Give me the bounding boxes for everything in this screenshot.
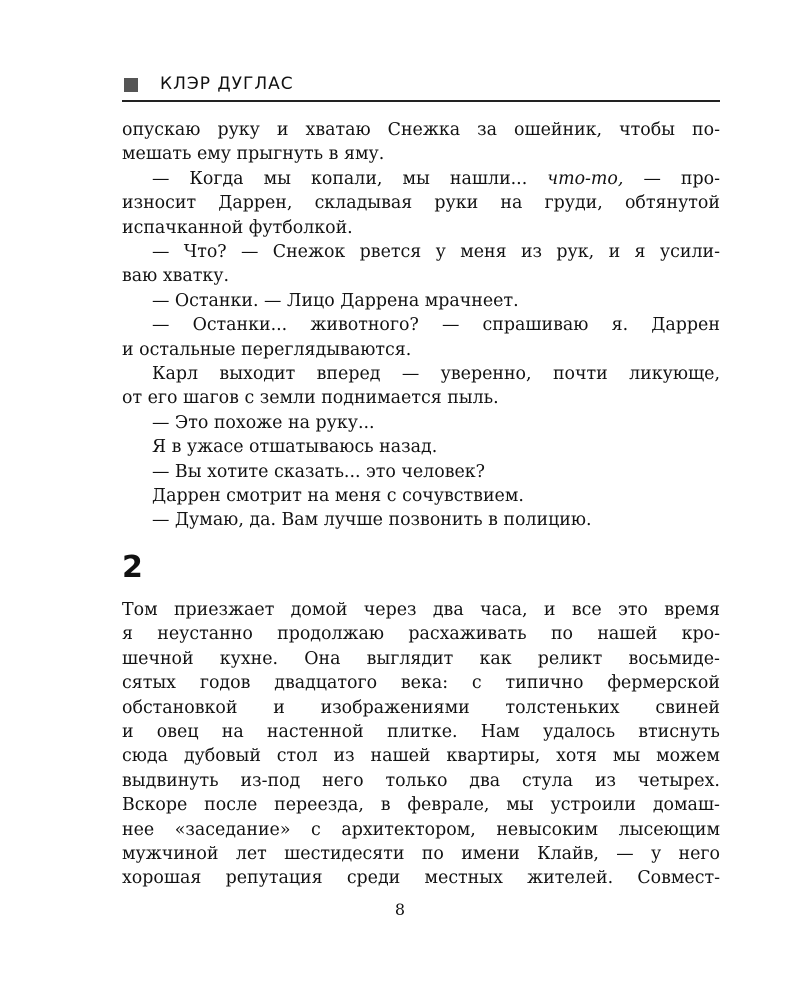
text-line bbox=[122, 622, 720, 646]
word: вперед bbox=[316, 364, 381, 384]
word: на bbox=[500, 193, 523, 214]
word: и bbox=[543, 600, 556, 620]
text-line bbox=[122, 696, 720, 720]
word: — bbox=[441, 315, 460, 336]
word: устроили bbox=[550, 795, 636, 816]
word: шечной bbox=[122, 648, 194, 669]
text-line: — Останки. — Лицо Даррена мрачнеет. bbox=[152, 290, 519, 311]
word: жителей. bbox=[527, 868, 614, 889]
word: чтобы bbox=[619, 120, 676, 140]
text-line bbox=[122, 744, 720, 768]
text-line bbox=[122, 118, 720, 142]
word: — bbox=[152, 242, 170, 262]
word: Снежок bbox=[272, 242, 346, 262]
word: лысеющим bbox=[618, 819, 720, 840]
word: мы bbox=[402, 168, 430, 189]
text-line bbox=[122, 842, 720, 866]
word: по bbox=[421, 844, 444, 864]
word: через bbox=[363, 600, 417, 620]
word: из bbox=[594, 770, 617, 791]
word: в bbox=[380, 795, 391, 816]
running-header bbox=[122, 70, 720, 102]
word: спрашиваю bbox=[482, 315, 589, 336]
text-line: ваю хватку. bbox=[122, 266, 230, 287]
word: у bbox=[650, 844, 662, 864]
word: втиснуть bbox=[638, 722, 720, 742]
text-line bbox=[122, 720, 720, 744]
text-line: Я в ужасе отшатываюсь назад. bbox=[152, 437, 438, 458]
word: лет bbox=[235, 844, 267, 864]
chapter-number: 2 bbox=[122, 550, 143, 585]
word: нашей bbox=[597, 624, 658, 645]
word: невысоким bbox=[496, 819, 599, 840]
word: среди bbox=[346, 868, 401, 889]
word: — bbox=[401, 364, 420, 384]
word: усили- bbox=[659, 242, 720, 262]
word: это bbox=[618, 600, 648, 620]
word: кухне. bbox=[219, 648, 279, 669]
text-line: — Это похоже на руку... bbox=[152, 412, 375, 433]
text-line bbox=[122, 793, 720, 817]
word: два bbox=[432, 600, 464, 620]
text-line bbox=[152, 313, 720, 337]
word: стула bbox=[522, 770, 574, 791]
text-line bbox=[122, 866, 720, 890]
text-line: и остальные переглядываются. bbox=[122, 339, 412, 360]
word: настенной bbox=[266, 722, 364, 742]
word: хватаю bbox=[305, 120, 371, 140]
word: и bbox=[276, 120, 289, 140]
word: рвется bbox=[359, 242, 422, 262]
word: Том bbox=[122, 600, 158, 620]
word: двадцатого bbox=[274, 673, 378, 694]
word: Снежка bbox=[387, 120, 461, 140]
word: Даррен bbox=[651, 315, 720, 336]
word: фермерской bbox=[607, 673, 720, 694]
word: стол bbox=[276, 746, 318, 767]
word: плитке. bbox=[386, 722, 458, 742]
word: меня bbox=[460, 242, 507, 262]
word: нашей bbox=[370, 746, 431, 767]
word: и bbox=[122, 722, 134, 742]
word: — bbox=[241, 242, 259, 262]
word: руку bbox=[217, 120, 260, 140]
text-line: мешать ему прыгнуть в яму. bbox=[122, 144, 385, 165]
text-line: от его шагов с земли поднимается пыль. bbox=[122, 388, 499, 409]
text-line bbox=[122, 647, 720, 671]
word: с bbox=[311, 819, 321, 840]
word: выходит bbox=[219, 364, 296, 384]
word: почти bbox=[552, 364, 608, 384]
word: у bbox=[435, 242, 446, 262]
word: хотя bbox=[556, 746, 597, 767]
word: расхаживать bbox=[408, 624, 527, 645]
word: я. bbox=[611, 315, 629, 336]
word: часа, bbox=[480, 600, 528, 620]
text-line bbox=[152, 167, 720, 191]
word: овец bbox=[156, 722, 199, 742]
text-line: Даррен смотрит на меня с сочувствием. bbox=[152, 486, 524, 506]
word: свиней bbox=[655, 697, 720, 718]
word: изображениями bbox=[320, 697, 470, 718]
word: животного? bbox=[310, 315, 419, 336]
word: за bbox=[477, 120, 497, 140]
word: кро- bbox=[681, 624, 720, 645]
word: я bbox=[122, 624, 133, 645]
text-line bbox=[122, 598, 720, 622]
word: износит bbox=[122, 193, 197, 214]
word: Даррен, bbox=[218, 193, 293, 214]
word: — bbox=[643, 168, 661, 189]
word: Когда bbox=[189, 168, 244, 189]
word: века: bbox=[400, 673, 449, 694]
word: из bbox=[333, 746, 355, 767]
word: нее bbox=[122, 819, 155, 840]
word: — bbox=[152, 315, 170, 336]
word: сюда bbox=[122, 746, 168, 767]
word: Карл bbox=[152, 364, 199, 384]
word: хорошая bbox=[122, 868, 202, 889]
word: время bbox=[664, 600, 720, 620]
text-line bbox=[152, 240, 720, 264]
word: «заседание» bbox=[174, 819, 291, 840]
word: и bbox=[273, 697, 285, 718]
word: архитектором, bbox=[341, 819, 476, 840]
word: Останки... bbox=[192, 315, 288, 336]
word: — bbox=[616, 844, 634, 864]
word: феврале, bbox=[407, 795, 490, 816]
word: домой bbox=[290, 600, 348, 620]
text-line bbox=[152, 362, 720, 386]
word: что-то, bbox=[547, 168, 624, 189]
word: после bbox=[204, 795, 258, 816]
word: шестидесяти bbox=[284, 844, 405, 864]
word: Она bbox=[304, 648, 341, 669]
word: мы bbox=[612, 746, 641, 767]
word: уверенно, bbox=[440, 364, 532, 384]
word: выглядит bbox=[366, 648, 454, 669]
word: удалось bbox=[543, 722, 616, 742]
word: репутация bbox=[225, 868, 323, 889]
text-line bbox=[122, 191, 720, 215]
word: два bbox=[469, 770, 501, 791]
word: ликующе, bbox=[629, 364, 720, 384]
word: ошейник, bbox=[513, 120, 603, 140]
word: выдвинуть bbox=[122, 770, 219, 791]
word: Нам bbox=[480, 722, 520, 742]
word: приезжает bbox=[173, 600, 275, 620]
word: продолжаю bbox=[277, 624, 385, 645]
word: переезда, bbox=[274, 795, 364, 816]
word: копали, bbox=[310, 168, 383, 189]
word: имени bbox=[461, 844, 520, 864]
word: Вскоре bbox=[122, 795, 188, 816]
word: четырех. bbox=[637, 770, 720, 791]
text-line: — Думаю, да. Вам лучше позвонить в полицию. bbox=[152, 510, 592, 531]
word: сятых bbox=[122, 673, 176, 694]
word: с bbox=[471, 673, 482, 694]
word: толстеньких bbox=[505, 697, 620, 718]
word: Совмест- bbox=[637, 868, 720, 889]
word: неустанно bbox=[157, 624, 253, 645]
word: на bbox=[221, 722, 244, 742]
word: все bbox=[571, 600, 602, 620]
word: опускаю bbox=[122, 120, 201, 140]
word: нашли... bbox=[449, 168, 528, 189]
word: только bbox=[385, 770, 448, 791]
text-line bbox=[122, 769, 720, 793]
text-line bbox=[122, 818, 720, 842]
word: квартиры, bbox=[446, 746, 541, 767]
word: годов bbox=[199, 673, 251, 694]
word: обстановкой bbox=[122, 697, 238, 718]
word: — bbox=[152, 168, 170, 189]
word: типично bbox=[505, 673, 584, 694]
word: складывая bbox=[314, 193, 413, 214]
word: домаш- bbox=[652, 795, 720, 816]
word: мы bbox=[506, 795, 534, 816]
word: рук, bbox=[556, 242, 595, 262]
word: восьмиде- bbox=[628, 648, 720, 669]
header-square-mark bbox=[124, 78, 138, 92]
text-line: испачканной футболкой. bbox=[122, 217, 353, 238]
word: дубовый bbox=[183, 746, 261, 767]
word: руки bbox=[434, 193, 479, 214]
word: него bbox=[322, 770, 364, 791]
text-line: — Вы хотите сказать... это человек? bbox=[152, 461, 485, 482]
word: и bbox=[608, 242, 621, 262]
word: Что? bbox=[183, 242, 227, 262]
word: можем bbox=[656, 746, 720, 767]
word: из bbox=[520, 242, 543, 262]
word: обтянутой bbox=[624, 193, 720, 214]
word: мы bbox=[263, 168, 291, 189]
word: по- bbox=[692, 120, 720, 140]
word: из-под bbox=[240, 770, 301, 791]
word: как bbox=[479, 648, 512, 669]
word: я bbox=[634, 242, 646, 262]
word: груди, bbox=[544, 193, 603, 214]
word: про- bbox=[680, 168, 720, 189]
header-author-name: КЛЭР ДУГЛАС bbox=[160, 74, 294, 94]
text-line bbox=[122, 671, 720, 695]
word: мужчиной bbox=[122, 844, 219, 864]
word: по bbox=[550, 624, 573, 645]
page-number: 8 bbox=[394, 900, 406, 919]
word: него bbox=[678, 844, 720, 864]
word: местных bbox=[424, 868, 503, 889]
word: Клайв, bbox=[537, 844, 599, 864]
word: реликт bbox=[537, 648, 603, 669]
